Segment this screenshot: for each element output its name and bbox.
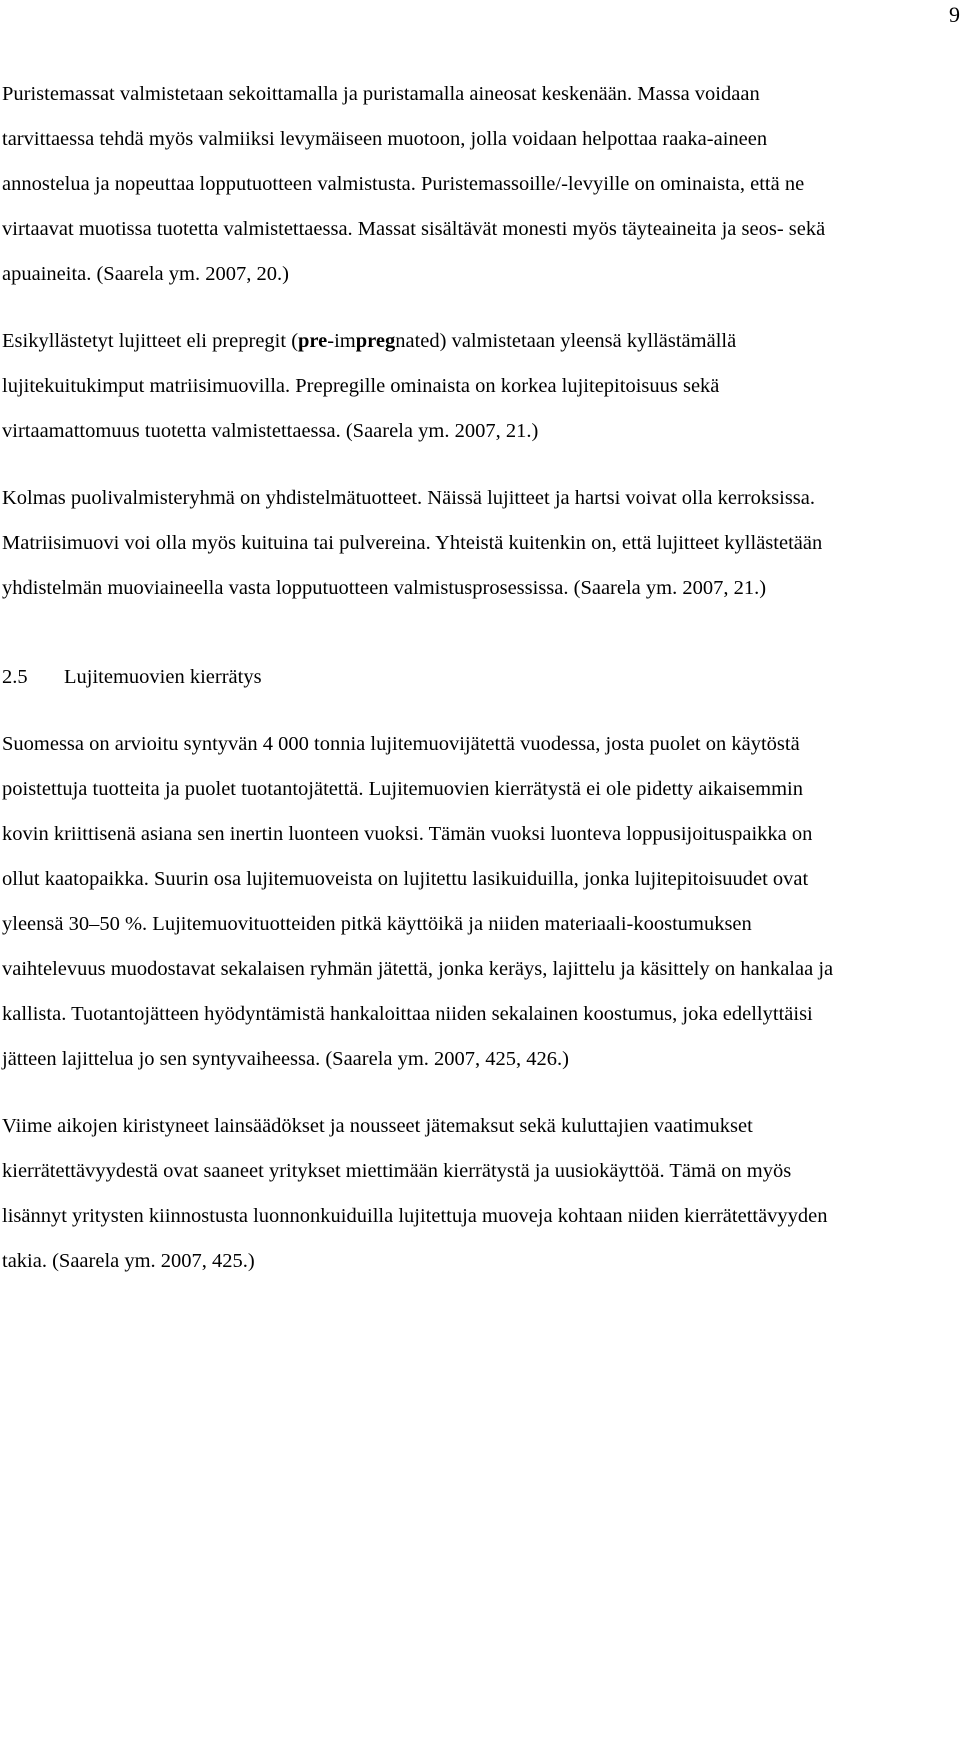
paragraph-lainsaadokset: Viime aikojen kiristyneet lainsäädökset ja nousseet jätemaksut sekä kuluttajien vaatimukset kierrätettävyydestä ovat saaneet yritykset miettimään kierrätystä ja uusiokäyttöä. Tämä on myös lisännyt yritysten kiinnostusta luonnonkuiduilla lujitettuja muoveja kohtaan niiden kierrätettävyyden takia. (Saarela ym. 2007, 425.) [2,1115,828,1272]
section-title: Lujitemuovien kierrätys [64,666,262,688]
paragraph-prepregit-text-3: nated) valmistetaan yleensä kyllästämällä lujitekuitukimput matriisimuovilla. Prepregille ominaista on korkea lujitepitoisuus sekä virtaamattomuus tuotetta valmistettaessa. (Saarela ym. 2007, 21.) [2,330,737,442]
section-heading [2,655,852,700]
paragraph-puristemassat: Puristemassat valmistetaan sekoittamalla ja puristamalla aineosat keskenään. Massa voidaan tarvittaessa tehdä myös valmiiksi levymäiseen muotoon, jolla voidaan helpottaa raaka-aineen annostelua ja nopeuttaa lopputuotteen valmistusta. Puristemassoille/-levyille on ominaista, että ne virtaavat muotissa tuotetta valmistettaessa. Massat sisältävät monesti myös täyteaineita ja seos- sekä apuaineita. (Saarela ym. 2007, 20.) [2,83,826,285]
paragraph-yhdistelmatuotteet: Kolmas puolivalmisteryhmä on yhdistelmätuotteet. Näissä lujitteet ja hartsi voivat olla kerroksissa. Matriisimuovi voi olla myös kuituina tai pulvereina. Yhteistä kuitenkin on, että lujitteet kyllästetään yhdistelmän muoviaineella vasta lopputuotteen valmistusprosessissa. (Saarela ym. 2007, 21.) [2,487,823,599]
section-number: 2.5 [2,666,28,688]
page-number: 9 [949,2,960,27]
paragraph-prepregit-text-1: Esikyllästetyt lujitteet eli prepregit ( [2,330,299,352]
document-body [2,72,852,1284]
bold-pre: pre [298,330,328,352]
paragraph-kierratys-suomessa: Suomessa on arvioitu syntyvän 4 000 tonnia lujitemuovijätettä vuodessa, josta puolet on käytöstä poistettuja tuotteita ja puolet tuotantojätettä. Lujitemuovien kierrätystä ei ole pidetty aikaisemmin kovin kriittisenä asiana sen inertin luonteen vuoksi. Tämän vuoksi luonteva loppusijoituspaikka on ollut kaatopaikka. Suurin osa lujitemuoveista on lujitettu lasikuiduilla, jonka lujitepitoisuudet ovat yleensä 30–50 %. Lujitemuovituotteiden pitkä käyttöikä ja niiden materiaali-koostumuksen vaihtelevuus muodostavat sekalaisen ryhmän jätettä, jonka keräys, lajittelu ja käsittely on hankalaa ja kallista. Tuotantojätteen hyödyntämistä hankaloittaa niiden sekalainen koostumus, joka edellyttäisi jätteen lajittelua jo sen syntyvaiheessa. (Saarela ym. 2007, 425, 426.) [2,733,834,1070]
paragraph-prepregit-text-2: -im [327,330,356,352]
bold-preg: preg [355,330,396,352]
paragraph-prepregit [2,319,852,454]
